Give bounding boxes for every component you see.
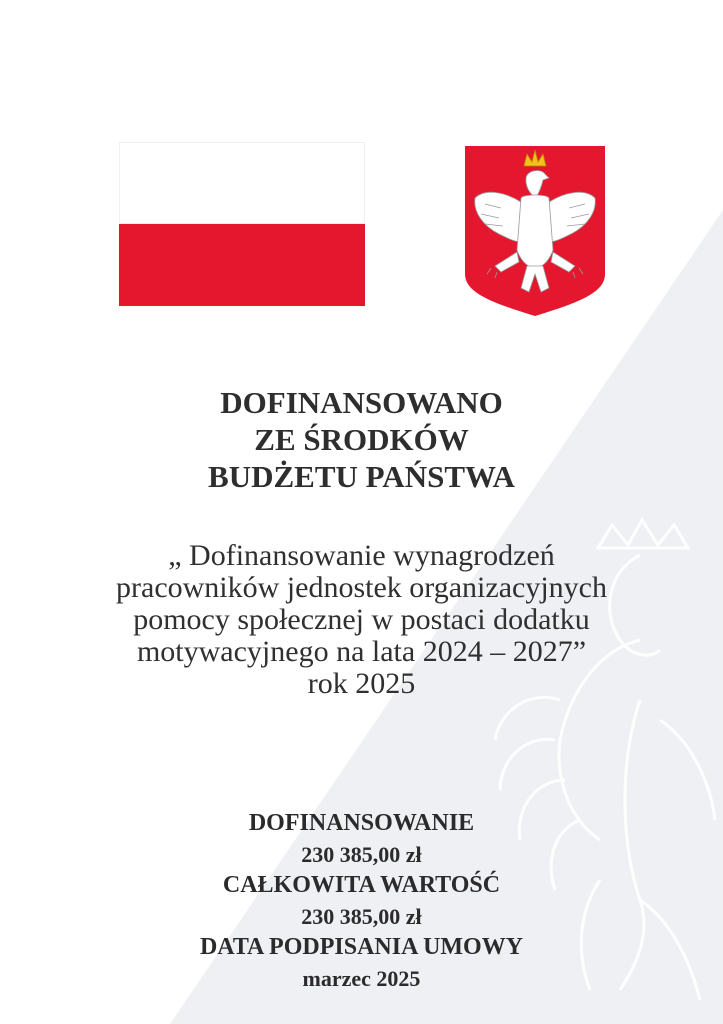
financial-details — [40, 808, 683, 994]
project-year: rok 2025 — [307, 667, 416, 700]
heading-line-1: DOFINANSOWANO — [220, 385, 503, 420]
project-title-line-3: pomocy społecznej w postaci dodatku — [133, 603, 590, 636]
total-value-label: CAŁKOWITA WARTOŚĆ — [222, 872, 501, 898]
project-title-line-1: „ Dofinansowanie wynagrodzeń — [168, 539, 555, 572]
funding-label: DOFINANSOWANIE — [248, 810, 475, 836]
heading-line-2: ZE ŚRODKÓW — [254, 422, 469, 457]
funding-heading — [40, 384, 683, 495]
agreement-date-value: marzec 2025 — [302, 966, 421, 991]
agreement-date-label: DATA PODPISANIA UMOWY — [199, 934, 524, 960]
project-title-line-2: pracowników jednostek organizacyjnych — [116, 571, 607, 604]
project-title — [40, 540, 683, 700]
funding-amount: 230 385,00 zł — [301, 842, 422, 867]
flag-red-stripe — [119, 224, 365, 306]
project-title-line-4: motywacyjnego na lata 2024 – 2027” — [136, 635, 587, 668]
flag-white-stripe — [119, 142, 365, 224]
heading-line-3: BUDŻETU PAŃSTWA — [208, 459, 515, 494]
total-value-amount: 230 385,00 zł — [301, 904, 422, 929]
polish-coat-of-arms-icon — [461, 142, 609, 318]
polish-flag — [119, 142, 365, 306]
